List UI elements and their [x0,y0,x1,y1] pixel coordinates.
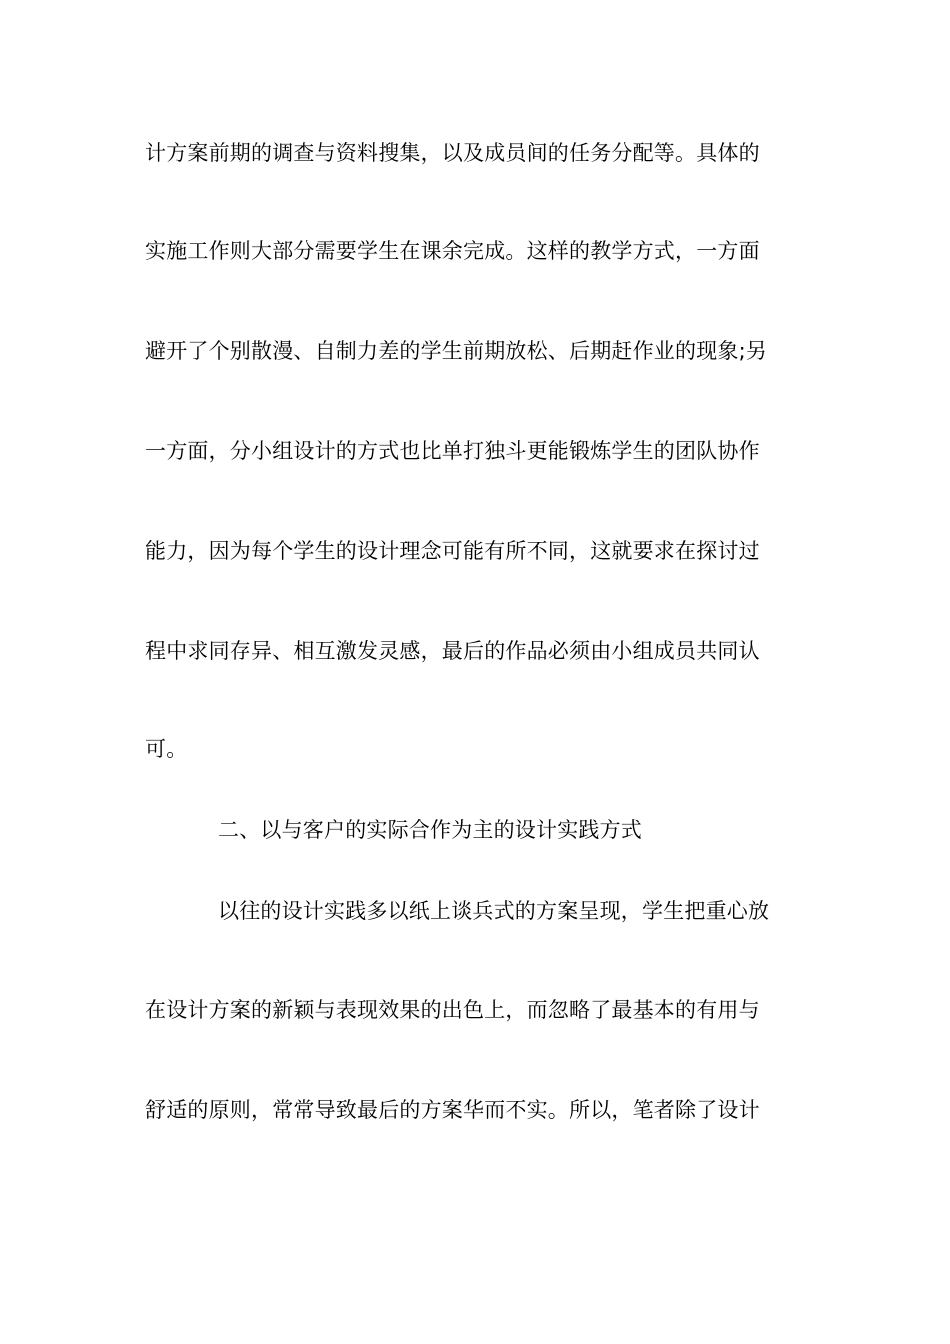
paragraph-line: 在设计方案的新颖与表现效果的出色上，而忽略了最基本的有用与 [145,998,760,1022]
paragraph-line: 可。 [145,737,188,761]
paragraph-line: 实施工作则大部分需要学生在课余完成。这样的教学方式，一方面 [145,239,760,263]
paragraph-line: 避开了个别散漫、自制力差的学生前期放松、后期赶作业的现象;另 [145,339,768,363]
paragraph-line: 程中求同存异、相互激发灵感，最后的作品必须由小组成员共同认 [145,639,760,663]
paragraph-line: 一方面，分小组设计的方式也比单打独斗更能锻炼学生的团队协作 [145,439,760,463]
paragraph-line: 舒适的原则，常常导致最后的方案华而不实。所以，笔者除了设计 [145,1098,760,1122]
paragraph-line: 计方案前期的调查与资料搜集，以及成员间的任务分配等。具体的 [145,141,760,165]
paragraph-line: 以往的设计实践多以纸上谈兵式的方案呈现，学生把重心放 [218,899,770,923]
paragraph-line: 能力，因为每个学生的设计理念可能有所不同，这就要求在探讨过 [145,539,760,563]
section-heading: 二、以与客户的实际合作为主的设计实践方式 [218,818,642,842]
